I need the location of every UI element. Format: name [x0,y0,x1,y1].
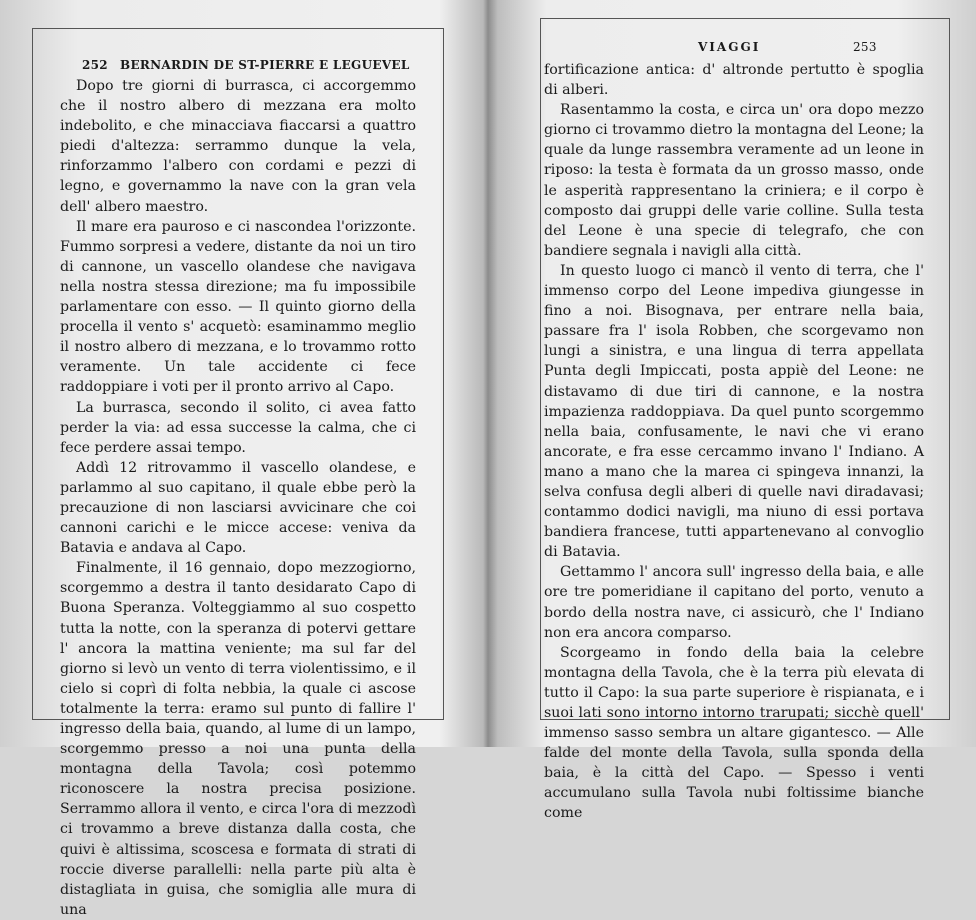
paragraph: Dopo tre giorni di burrasca, ci accorgemmo che il nostro albero di mezzana era molto indebolito, e che minacciava fiaccarsi a quattro piedi d'altezza: serrammo dunque la vela, rinforzammo l'albero con cordami e pezzi di legno, e governammo la nave con la gran vela dell' albero maestro. [60,78,416,215]
paragraph: Scorgeamo in fondo della baia la celebre montagna della Tavola, che è la terra più elevata di tutto il Capo: la sua parte superiore è rispianata, e i suoi lati sono intorno intorno trarupati; sicchè quell' immenso sasso sembra un altare gigantesco. — Alle falde del monte della Tavola, sulla sponda della baia, è la città del Capo. — Spesso i venti accumulano sulla Tavola nubi foltissime bianche come [544,644,924,822]
paragraph: Finalmente, il 16 gennaio, dopo mezzogiorno, scorgemmo a destra il tanto desidarato Capo di Buona Speranza. Volteggiammo al suo cospetto tutta la notte, con la speranza di potervi gettare l' ancora la mattina veniente; ma sul far del giorno si levò un vento di terra violentissimo, e il cielo si coprì di folta nebbia, la quale ci ascose totalmente la terra: eramo sul punto di fallire l' ingresso della baia, quando, al lume di un lampo, scorgemmo presso a noi una punta della montagna della Tavola; così potemmo riconoscere la nostra precisa posizione. Serrammo allora il vento, e circa l'ora di mezzodì ci trovammo a breve distanza dalla costa, che quivi è altissima, scoscesa e formata di strati di roccie diverse parallelli: nella parte più alta è distagliata in guisa, che somiglia alle mura di una [60,560,416,918]
page-number: 252 [82,58,108,72]
body-text [544,60,924,824]
running-head-title: BERNARDIN DE ST-PIERRE E LEGUEVEL [120,58,410,72]
body-text [60,76,416,920]
paragraph: Il mare era pauroso e ci nascondea l'orizzonte. Fummo sorpresi a vedere, distante da noi un tiro di cannone, un vascello olandese che navigava nella nostra stessa direzione; ma fu impossibile parlamentare con esso. — Il quinto giorno della procella il vento s' acquetò: esaminammo meglio il nostro albero di mezzana, e lo trovammo rotto veramente. Un tale accidente ci fece raddoppiare i voti per il pronto arrivo al Capo. [60,218,416,396]
paragraph: In questo luogo ci mancò il vento di terra, che l' immenso corpo del Leone impediva giungesse in fino a noi. Bisognava, per entrare nella baia, passare fra l' isola Robben, che scorgevamo non lungi a sinistra, e una lingua di terra appellata Punta degli Impiccati, posta appiè del Leone: ne distavamo di due tiri di cannone, e la nostra impazienza raddoppiava. Da quel punto scorgemmo nella baia, confusamente, le navi che vi erano ancorate, e fra esse cercammo invano l' Indiano. A mano a mano che la marea ci spingeva innanzi, la selva confusa degli alberi di quelle navi diradavasi; contammo dodici navigli, ma niuno di essi portava bandiera francese, tutti appartenevano al convoglio di Batavia. [544,262,924,561]
running-head-title: VIAGGI [698,40,761,54]
paragraph: Gettammo l' ancora sull' ingresso della baia, e alle ore tre pomeridiane il capitano del porto, venuto a bordo della nostra nave, ci assicurò, che l' Indiano non era ancora comparso. [544,564,924,641]
paragraph-continuation: fortificazione antica: d' altronde pertutto è spoglia di alberi. [544,62,924,99]
left-page [0,0,488,918]
right-page [488,0,976,822]
page-number: 253 [853,40,877,54]
paragraph: Addì 12 ritrovammo il vascello olandese, e parlammo al suo capitano, il quale ebbe però la precauzione di non lasciarsi avvicinare che coi cannoni carichi e le micce accese: veniva da Batavia e andava al Capo. [60,459,416,557]
paragraph: Rasentammo la costa, e circa un' ora dopo mezzo giorno ci trovammo dietro la montagna del Leone; la quale da lunge rassembra veramente ad un leone in riposo: la testa è formata da un grosso masso, onde le asperità rappresentano la criniera; e il corpo è composto dai gruppi delle varie colline. Sulla testa del Leone è una specie di telegrafo, che con bandiere segnala i navigli alla città. [544,102,924,259]
paragraph: La burrasca, secondo il solito, ci avea fatto perder la via: ad essa successe la calma, che ci fece perdere assai tempo. [60,399,416,456]
